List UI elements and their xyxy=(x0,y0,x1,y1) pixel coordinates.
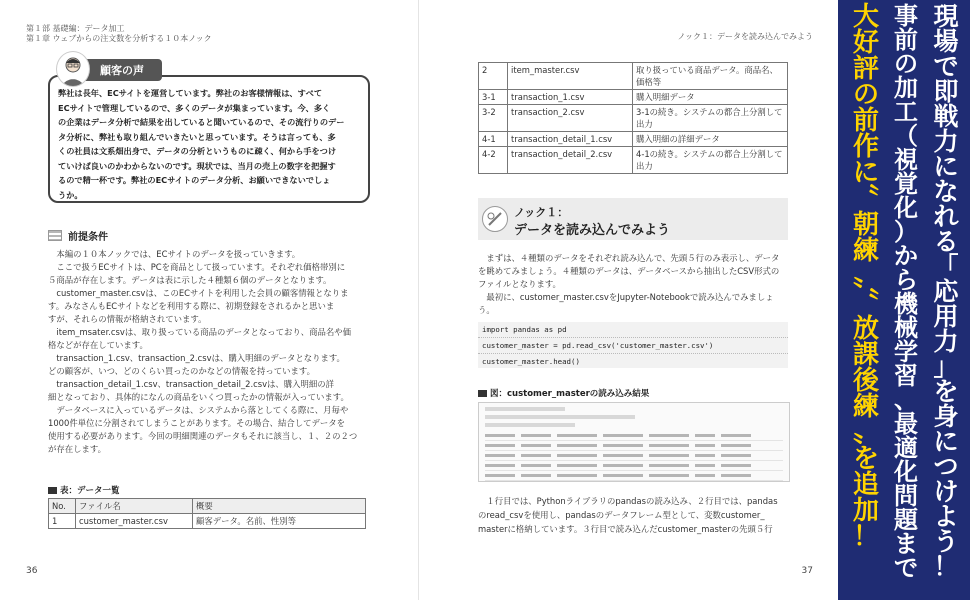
table-caption xyxy=(48,484,120,496)
banner-char: 用 xyxy=(933,302,959,331)
banner-char: 〟 xyxy=(852,262,879,292)
banner-char: 力 xyxy=(933,127,959,156)
banner-char: で xyxy=(894,554,918,582)
banner-char: で xyxy=(933,52,959,81)
banner-char: 力 xyxy=(933,327,959,356)
result-table-row xyxy=(485,461,783,471)
table-cell: 購入明細データ xyxy=(633,90,788,105)
premise-section-title xyxy=(48,228,108,243)
code-line: import pandas as pd xyxy=(478,322,788,338)
result-table-header xyxy=(485,431,783,441)
banner-char: 練 xyxy=(852,392,879,422)
banner-char: 工 xyxy=(894,98,918,126)
right-header: ノック１：データを読み込んでみよう xyxy=(677,32,813,41)
table-cell: item_master.csv xyxy=(508,63,633,90)
banner-char: に xyxy=(933,152,959,181)
banner-char: ） xyxy=(894,218,918,246)
banner-char: 現 xyxy=(933,2,959,31)
table-header-no: No. xyxy=(49,499,76,514)
knock-label: ノック１： xyxy=(514,206,569,219)
banner-char: 身 xyxy=(933,402,959,431)
premise-line: transaction_detail_1.csv、transaction_detail_2.csvは、購入明細の詳 xyxy=(56,379,335,389)
voice-line: 弊社は長年、ECサイトを運営しています。弊社のお客様情報は、すべて xyxy=(58,88,323,98)
banner-char: の xyxy=(852,80,879,110)
banner-char: 」 xyxy=(933,352,959,381)
banner-char: 即 xyxy=(933,77,959,106)
left-header xyxy=(26,24,212,44)
table-cell: 1 xyxy=(49,514,76,529)
banner-char: ま xyxy=(894,530,918,558)
chapter-title: 第１章 ウェブからの注文数を分析する１０本ノック xyxy=(26,34,212,43)
banner-char: 大 xyxy=(852,2,879,32)
banner-char: 、 xyxy=(894,386,918,414)
explanation-text xyxy=(478,494,790,536)
banner-char: 戦 xyxy=(933,102,959,131)
banner-char: 作 xyxy=(852,132,879,162)
knock-title: データを読み込んでみよう xyxy=(514,223,671,238)
explanation-line: １行目では、Pythonライブラリのpandasの読み込み、２行目では、pandas xyxy=(486,496,778,506)
premise-line: customer_master.csvは、このECサイトを利用した会員の顧客情報となりま xyxy=(56,288,349,298)
banner-char: 練 xyxy=(852,236,879,266)
table-cell: 4-1の続き。システムの都合上分割して出力 xyxy=(633,147,788,174)
premise-line: 使用する必要があります。今回の明細関連のデータもそれに該当し、１、２の２つ xyxy=(48,431,358,441)
table-cell: 顧客データ。名前、性別等 xyxy=(193,514,366,529)
knock-icon xyxy=(482,206,508,232)
banner-char: 課 xyxy=(852,340,879,370)
code-block xyxy=(478,322,788,368)
table-cell: 購入明細の詳細データ xyxy=(633,132,788,147)
banner-char: 化 xyxy=(894,458,918,486)
result-table-row xyxy=(485,451,783,461)
banner-char: を xyxy=(933,377,959,406)
banner-char: 朝 xyxy=(852,210,879,240)
banner-char: 加 xyxy=(894,74,918,102)
result-screenshot-image xyxy=(478,402,790,482)
banner-char: 〝 xyxy=(852,184,879,214)
intro-line: 最初に、customer_master.csvをJupyter-Notebookで読み込んでみましょう。 xyxy=(478,292,774,315)
data-list-table-continued xyxy=(478,62,788,174)
banner-char: う xyxy=(933,527,959,556)
premise-line: 本編の１０本ノックでは、ECサイトのデータを扱っていきます。 xyxy=(56,249,301,259)
banner-char: を xyxy=(852,444,879,474)
table-cell: 2 xyxy=(479,63,508,90)
figure-caption-text: 図：customer_masterの読み込み結果 xyxy=(490,389,650,399)
left-page xyxy=(0,0,418,600)
banner-char: 加 xyxy=(852,496,879,526)
table-cell: customer_master.csv xyxy=(76,514,193,529)
table-row xyxy=(49,514,366,529)
banner-char: ら xyxy=(894,266,918,294)
banner-char: 最 xyxy=(894,410,918,438)
part-title: 第１部 基礎編：データ加工 xyxy=(26,24,125,33)
banner-char: 視 xyxy=(894,146,918,174)
figure-caption xyxy=(478,387,649,399)
banner-char: 追 xyxy=(852,470,879,500)
voice-line: タ分析に、弊社も取り組んでいきたいと思っています。そうは言っても、多 xyxy=(58,131,336,142)
premise-line: す。みなさんもECサイトなどを利用する際に、初期登録をされるかと思いま xyxy=(48,301,335,311)
voice-line: くの社員は文系畑出身で、データの分析というものに疎く、何から手をつけ xyxy=(58,146,337,156)
list-icon xyxy=(48,230,62,241)
code-line: customer_master.head() xyxy=(482,357,580,366)
banner-char: 後 xyxy=(852,366,879,396)
table-row xyxy=(479,90,788,105)
table-row xyxy=(479,132,788,147)
table-caption-text: 表：データ一覧 xyxy=(60,486,120,496)
result-code-line xyxy=(485,407,565,411)
knock-intro xyxy=(478,252,790,317)
banner-char: ！ xyxy=(852,522,879,552)
table-row xyxy=(479,63,788,90)
banner-char: る xyxy=(933,227,959,256)
voice-line: の企業はデータ分析で結果を出していると聞いているので、その流行りのデー xyxy=(58,117,345,127)
result-code-line xyxy=(485,415,635,419)
customer-avatar-icon xyxy=(56,51,90,87)
voice-line: るので精一杯です。弊社のECサイトのデータ分析、お願いできないでしょ xyxy=(58,175,331,185)
banner-char: 〝 xyxy=(852,288,879,318)
table-cell: 取り扱っている商品データ。商品名、価格等 xyxy=(633,63,788,90)
data-list-table xyxy=(48,498,366,529)
voice-line: うか。 xyxy=(58,189,83,200)
banner-char: 問 xyxy=(894,482,918,510)
banner-char: 学 xyxy=(894,338,918,366)
result-table-row xyxy=(485,481,783,482)
banner-char: 場 xyxy=(933,27,959,56)
table-cell: transaction_detail_1.csv xyxy=(508,132,633,147)
table-cell: transaction_2.csv xyxy=(508,105,633,132)
explanation-line: のread_csvを使用し、pandasのデータフレーム型として、変数customer_ xyxy=(478,510,765,520)
table-header-filename: ファイル名 xyxy=(76,499,193,514)
table-cell: 4-2 xyxy=(479,147,508,174)
banner-char: よ xyxy=(933,502,959,531)
result-code-line xyxy=(485,423,575,427)
banner-char: に xyxy=(852,158,879,188)
banner-char: 応 xyxy=(933,277,959,306)
banner-char: 題 xyxy=(894,506,918,534)
banner-char: 習 xyxy=(894,362,918,390)
banner-char: つ xyxy=(933,452,959,481)
right-page-number: 37 xyxy=(801,566,813,576)
caption-icon xyxy=(478,390,487,397)
banner-column-2 xyxy=(890,4,922,580)
table-header-row xyxy=(49,499,366,514)
premise-title: 前提条件 xyxy=(68,232,108,243)
premise-body xyxy=(48,248,368,456)
premise-line: item_msater.csvは、取り扱っている商品のデータとなっており、商品名や価 xyxy=(56,327,351,337)
table-row xyxy=(479,147,788,174)
customer-voice-text xyxy=(58,86,358,202)
banner-char: 好 xyxy=(852,28,879,58)
banner-char: 放 xyxy=(852,314,879,344)
banner-char: 〟 xyxy=(852,418,879,448)
intro-line: を眺めてみましょう。４種類のデータは、データベースから抽出したCSV形式の xyxy=(478,266,780,276)
premise-line: が存在します。 xyxy=(48,444,106,454)
table-cell: transaction_detail_2.csv xyxy=(508,147,633,174)
banner-char: 化 xyxy=(894,194,918,222)
premise-line: 1000件単位に分割されてしまうことがあります。その場合、結合してデータを xyxy=(48,418,346,428)
premise-line: すが、それらの情報が格納されています。 xyxy=(48,314,207,324)
table-header-summary: 概要 xyxy=(193,499,366,514)
banner-char: 事 xyxy=(894,2,918,30)
banner-char: 前 xyxy=(894,26,918,54)
explanation-line: masterに格納しています。３行目で読み込んだcustomer_masterの先頭５行 xyxy=(478,524,773,534)
banner-char: ！ xyxy=(933,552,959,581)
table-cell: 4-1 xyxy=(479,132,508,147)
banner-char: 適 xyxy=(894,434,918,462)
banner-char: 評 xyxy=(852,54,879,84)
result-table-row xyxy=(485,471,783,481)
banner-char: の xyxy=(894,50,918,78)
banner-char: 機 xyxy=(894,290,918,318)
premise-line: ここで扱うECサイトは、PCを商品として扱っています。それぞれ価格帯別に xyxy=(56,262,346,272)
premise-line: transaction_1.csv、transaction_2.csvは、購入明細のデータとなります。 xyxy=(56,353,345,363)
table-cell: 3-1の続き。システムの都合上分割して出力 xyxy=(633,105,788,132)
intro-line: まずは、４種類のデータをそれぞれ読み込んで、先頭５行のみ表示し、データ xyxy=(486,253,780,263)
caption-icon xyxy=(48,487,57,494)
premise-line: ５商品が存在します。データは表に示した４種類６個のデータとなります。 xyxy=(48,275,332,285)
customer-voice-title: 顧客の声 xyxy=(82,59,162,81)
premise-line: 格などが存在しています。 xyxy=(48,340,148,350)
banner-column-3 xyxy=(930,4,962,579)
premise-line: データベースに入っているデータは、システムから落としてくる際に、月毎や xyxy=(56,405,349,415)
promo-banner xyxy=(838,0,970,600)
table-cell: transaction_1.csv xyxy=(508,90,633,105)
banner-column-1 xyxy=(850,4,882,550)
banner-char: 前 xyxy=(852,106,879,136)
table-row xyxy=(479,105,788,132)
intro-line: ファイルとなります。 xyxy=(478,279,561,289)
result-table-row xyxy=(485,441,783,451)
banner-char: に xyxy=(933,427,959,456)
table-cell: 3-1 xyxy=(479,90,508,105)
banner-char: 械 xyxy=(894,314,918,342)
banner-char: 覚 xyxy=(894,170,918,198)
voice-line: ていけば良いのかわからないのです。現状では、当月の売上の数字を把握す xyxy=(58,160,336,171)
premise-line: どの顧客が、いつ、どのくらい買ったのかなどの情報を持っています。 xyxy=(48,366,315,376)
premise-line: 細となっており、具体的になんの商品をいくつ買ったかの情報が入っています。 xyxy=(48,392,349,402)
banner-char: な xyxy=(933,177,959,206)
banner-char: 「 xyxy=(933,252,959,281)
banner-char: け xyxy=(933,477,959,506)
left-page-number: 36 xyxy=(26,566,38,576)
code-line: customer_master = pd.read_csv('customer_master.csv') xyxy=(478,338,788,354)
table-cell: 3-2 xyxy=(479,105,508,132)
banner-char: か xyxy=(894,242,918,270)
banner-char: れ xyxy=(933,202,959,231)
voice-line: ECサイトで管理しているので、多くのデータが集まっています。今、多く xyxy=(58,102,331,113)
banner-char: （ xyxy=(894,122,918,150)
